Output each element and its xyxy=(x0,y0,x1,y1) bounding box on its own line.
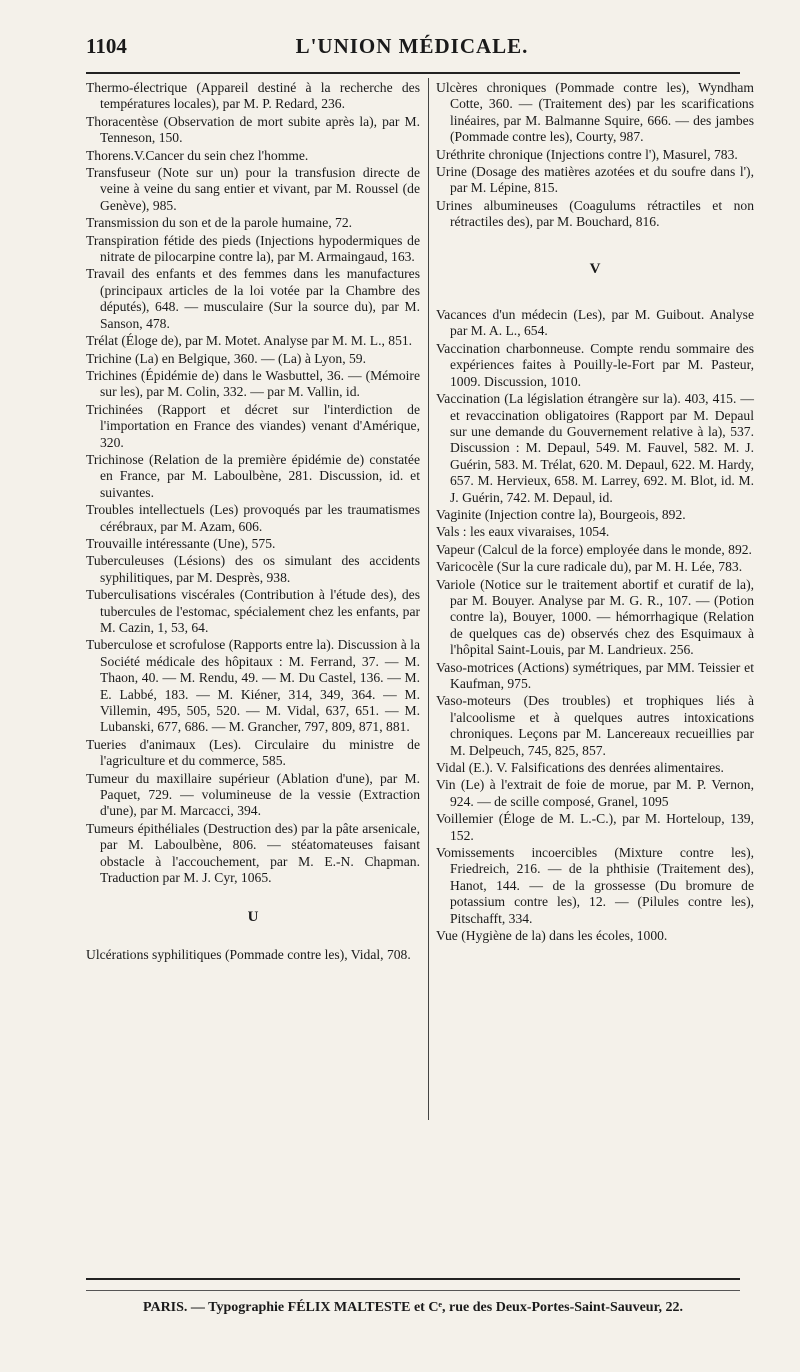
index-entry: Vapeur (Calcul de la force) employée dans le monde, 892. xyxy=(436,541,752,557)
index-entry: Trichine (La) en Belgique, 360. — (La) à Lyon, 59. xyxy=(86,350,366,366)
page-number: 1104 xyxy=(86,34,127,58)
section-letter-v: V xyxy=(589,260,601,277)
index-entry: Thoracentèse (Observation de mort subite après la), par M. Tenneson, 150. xyxy=(86,113,420,146)
header-rule xyxy=(86,72,740,74)
index-entry: Troubles intellectuels (Les) provoqués par les traumatismes cérébraux, par M. Azam, 606. xyxy=(86,502,420,534)
index-entry: Vidal (E.). V. Falsifications des denrées alimentaires. xyxy=(436,760,724,776)
index-entry: Uréthrite chronique (Injections contre l'), Masurel, 783. xyxy=(436,146,738,162)
index-entry: Tuberculose et scrofulose (Rapports entre la). Discussion à la Société médicale des hôpitaux : M. Ferrand, 37. — M. Thaon, 40. — M. Rendu, 49. — M. Du Castel, 136. — M. E. Labbé, 183. — M. Kiéner, 314, 349, 364. — M. Villemin, 495, 505, 520. — M. Vidal, 637, 651. — M. Lubanski, 677, 686. — M. Grancher, 797, 809, 871, 881. xyxy=(86,637,420,735)
index-entry: Urines albumineuses (Coagulums rétractiles et non rétractiles des), par M. Bouchard, 816. xyxy=(436,197,754,230)
index-entry: Vomissements incoercibles (Mixture contre les), Friedreich, 216. — de la phthisie (Traitement des), Hanot, 144. — de la grossesse (Du bromure de potassium contre les), 12. — (Pilules contre les), Pitschafft, 334. xyxy=(436,845,754,926)
index-entry: Trouvaille intéressante (Une), 575. xyxy=(86,535,276,551)
index-entry: Vaccination (La législation étrangère sur la). 403, 415. — et revaccination obligatoires (Rapport par M. Depaul sur une demande du Gouvernement relative à la), 537. Discussion : M. Depaul, 549. M. Fauvel, 582. M. J. Guérin, 583. M. Trélat, 620. M. Depaul, 622. M. Hardy, 657. M. Hervieux, 658. M. Larrey, 692. M. Blot, id. M. J. Guérin, 742. M. Depaul, id. xyxy=(436,391,754,505)
index-entry: Travail des enfants et des femmes dans les manufactures (principaux articles de la loi votée par la Chambre des députés), 648. — musculaire (Sur la source du), par M. Sanson, 478. xyxy=(86,266,420,331)
index-entry: Varicocèle (Sur la cure radicale du), par M. H. Lée, 783. xyxy=(436,559,743,575)
index-entry: Tuberculeuses (Lésions) des os simulant des accidents syphilitiques, par M. Desprès, 938. xyxy=(86,553,420,585)
right-column xyxy=(436,80,754,946)
index-entry: Ulcérations syphilitiques (Pommade contre les), Vidal, 708. xyxy=(86,946,411,962)
index-entry: Vin (Le) à l'extrait de foie de morue, par M. P. Vernon, 924. — de scille composé, Granel, 1095 xyxy=(436,777,754,809)
index-entry: Vaso-moteurs (Des troubles) et trophiques liés à l'alcoolisme et à quelques autres intoxications chroniques. Leçons par M. Lancereaux recueillies par M. Delpeuch, 745, 825, 857. xyxy=(436,693,754,758)
index-entry: Transfuseur (Note sur un) pour la transfusion directe de veine à veine du sang entier et vivant, par M. Roussel (de Genève), 985. xyxy=(86,165,420,213)
page-header xyxy=(86,34,738,64)
column-divider xyxy=(428,78,429,1120)
right-entries-after xyxy=(436,307,754,944)
index-entry: Tueries d'animaux (Les). Circulaire du ministre de l'agriculture et du commerce, 585. xyxy=(86,736,420,769)
index-entry: Thermo-électrique (Appareil destiné à la recherche des températures locales), par M. P. Redard, 236. xyxy=(86,80,420,112)
index-entry: Transpiration fétide des pieds (Injections hypodermiques de nitrate de pilocarpine contre la), par M. Armaingaud, 163. xyxy=(86,232,420,265)
journal-title: L'UNION MÉDICALE. xyxy=(295,34,529,58)
left-column xyxy=(86,80,420,964)
index-entry: Trichinées (Rapport et décret sur l'interdiction de l'importation en France des viandes) venant d'Amérique, 320. xyxy=(86,401,420,450)
index-entry: Urine (Dosage des matières azotées et du soufre dans l'), par M. Lépine, 815. xyxy=(436,164,754,196)
footer-rule xyxy=(86,1278,740,1280)
left-entries-after xyxy=(86,947,420,963)
index-entry: Thorens.V.Cancer du sein chez l'homme. xyxy=(86,147,309,163)
footer-rule-thin xyxy=(86,1290,740,1291)
index-entry: Vaso-motrices (Actions) symétriques, par MM. Teissier et Kaufman, 975. xyxy=(436,659,754,691)
left-entries-before xyxy=(86,80,420,887)
index-entry: Vaginite (Injection contre la), Bourgeois, 892. xyxy=(436,506,686,522)
index-entry: Vals : les eaux vivaraises, 1054. xyxy=(436,524,610,540)
index-entry: Trichinose (Relation de la première épidémie de) constatée en France, par M. Laboulbène, 281. Discussion, id. et suivantes. xyxy=(86,451,420,500)
index-entry: Tumeurs épithéliales (Destruction des) par la pâte arsenicale, par M. Laboulbène, 806. — stéatomateuses faisant obstacle à l'accouchement, par M. E.-N. Chapman. Traduction par M. J. Cyr, 1065. xyxy=(86,820,420,886)
index-entry: Tuberculisations viscérales (Contribution à l'étude des), des tubercules de l'estomac, spécialement chez les enfants, par M. Cazin, 1, 53, 64. xyxy=(86,587,420,635)
right-entries-before xyxy=(436,80,754,231)
index-entry: Trélat (Éloge de), par M. Motet. Analyse par M. M. L., 851. xyxy=(86,333,413,349)
index-entry: Voillemier (Éloge de M. L.-C.), par M. Horteloup, 139, 152. xyxy=(436,811,754,843)
index-entry: Tumeur du maxillaire supérieur (Ablation d'une), par M. Paquet, 729. — volumineuse de la vessie (Extraction d'une), par M. Marcacci, 394. xyxy=(86,770,420,819)
index-entry: Transmission du son et de la parole humaine, 72. xyxy=(86,215,353,231)
printer-imprint: PARIS. — Typographie FÉLIX MALTESTE et Cᵉ, rue des Deux-Portes-Saint-Sauveur, 22. xyxy=(142,1300,684,1315)
index-entry: Ulcères chroniques (Pommade contre les), Wyndham Cotte, 360. — (Traitement des) par les scarifications linéaires, par M. Balmanne Squire, 666. — des jambes (Pommade contre les), Courty, 987. xyxy=(436,80,754,145)
index-entry: Vacances d'un médecin (Les), par M. Guibout. Analyse par M. A. L., 654. xyxy=(436,307,754,339)
index-entry: Variole (Notice sur le traitement abortif et curatif de la), par M. Bouyer. Analyse par M. G. R., 107. — (Potion contre la), Bouyer, 1000. — hémorrhagique (Relation de quelques cas de) observés chez des Esquimaux à l'hôpital Saint-Louis, par M. Landrieux. 256. xyxy=(436,576,754,658)
section-letter-u: U xyxy=(247,908,259,925)
index-entry: Vaccination charbonneuse. Compte rendu sommaire des expériences faites à Pouilly-le-Fort par M. Pasteur, 1009. Discussion, 1010. xyxy=(436,340,754,389)
index-entry: Vue (Hygiène de la) dans les écoles, 1000. xyxy=(436,928,668,944)
index-entry: Trichines (Épidémie de) dans le Wasbuttel, 36. — (Mémoire sur les), par M. Colin, 332. — par M. Vallin, id. xyxy=(86,367,420,400)
